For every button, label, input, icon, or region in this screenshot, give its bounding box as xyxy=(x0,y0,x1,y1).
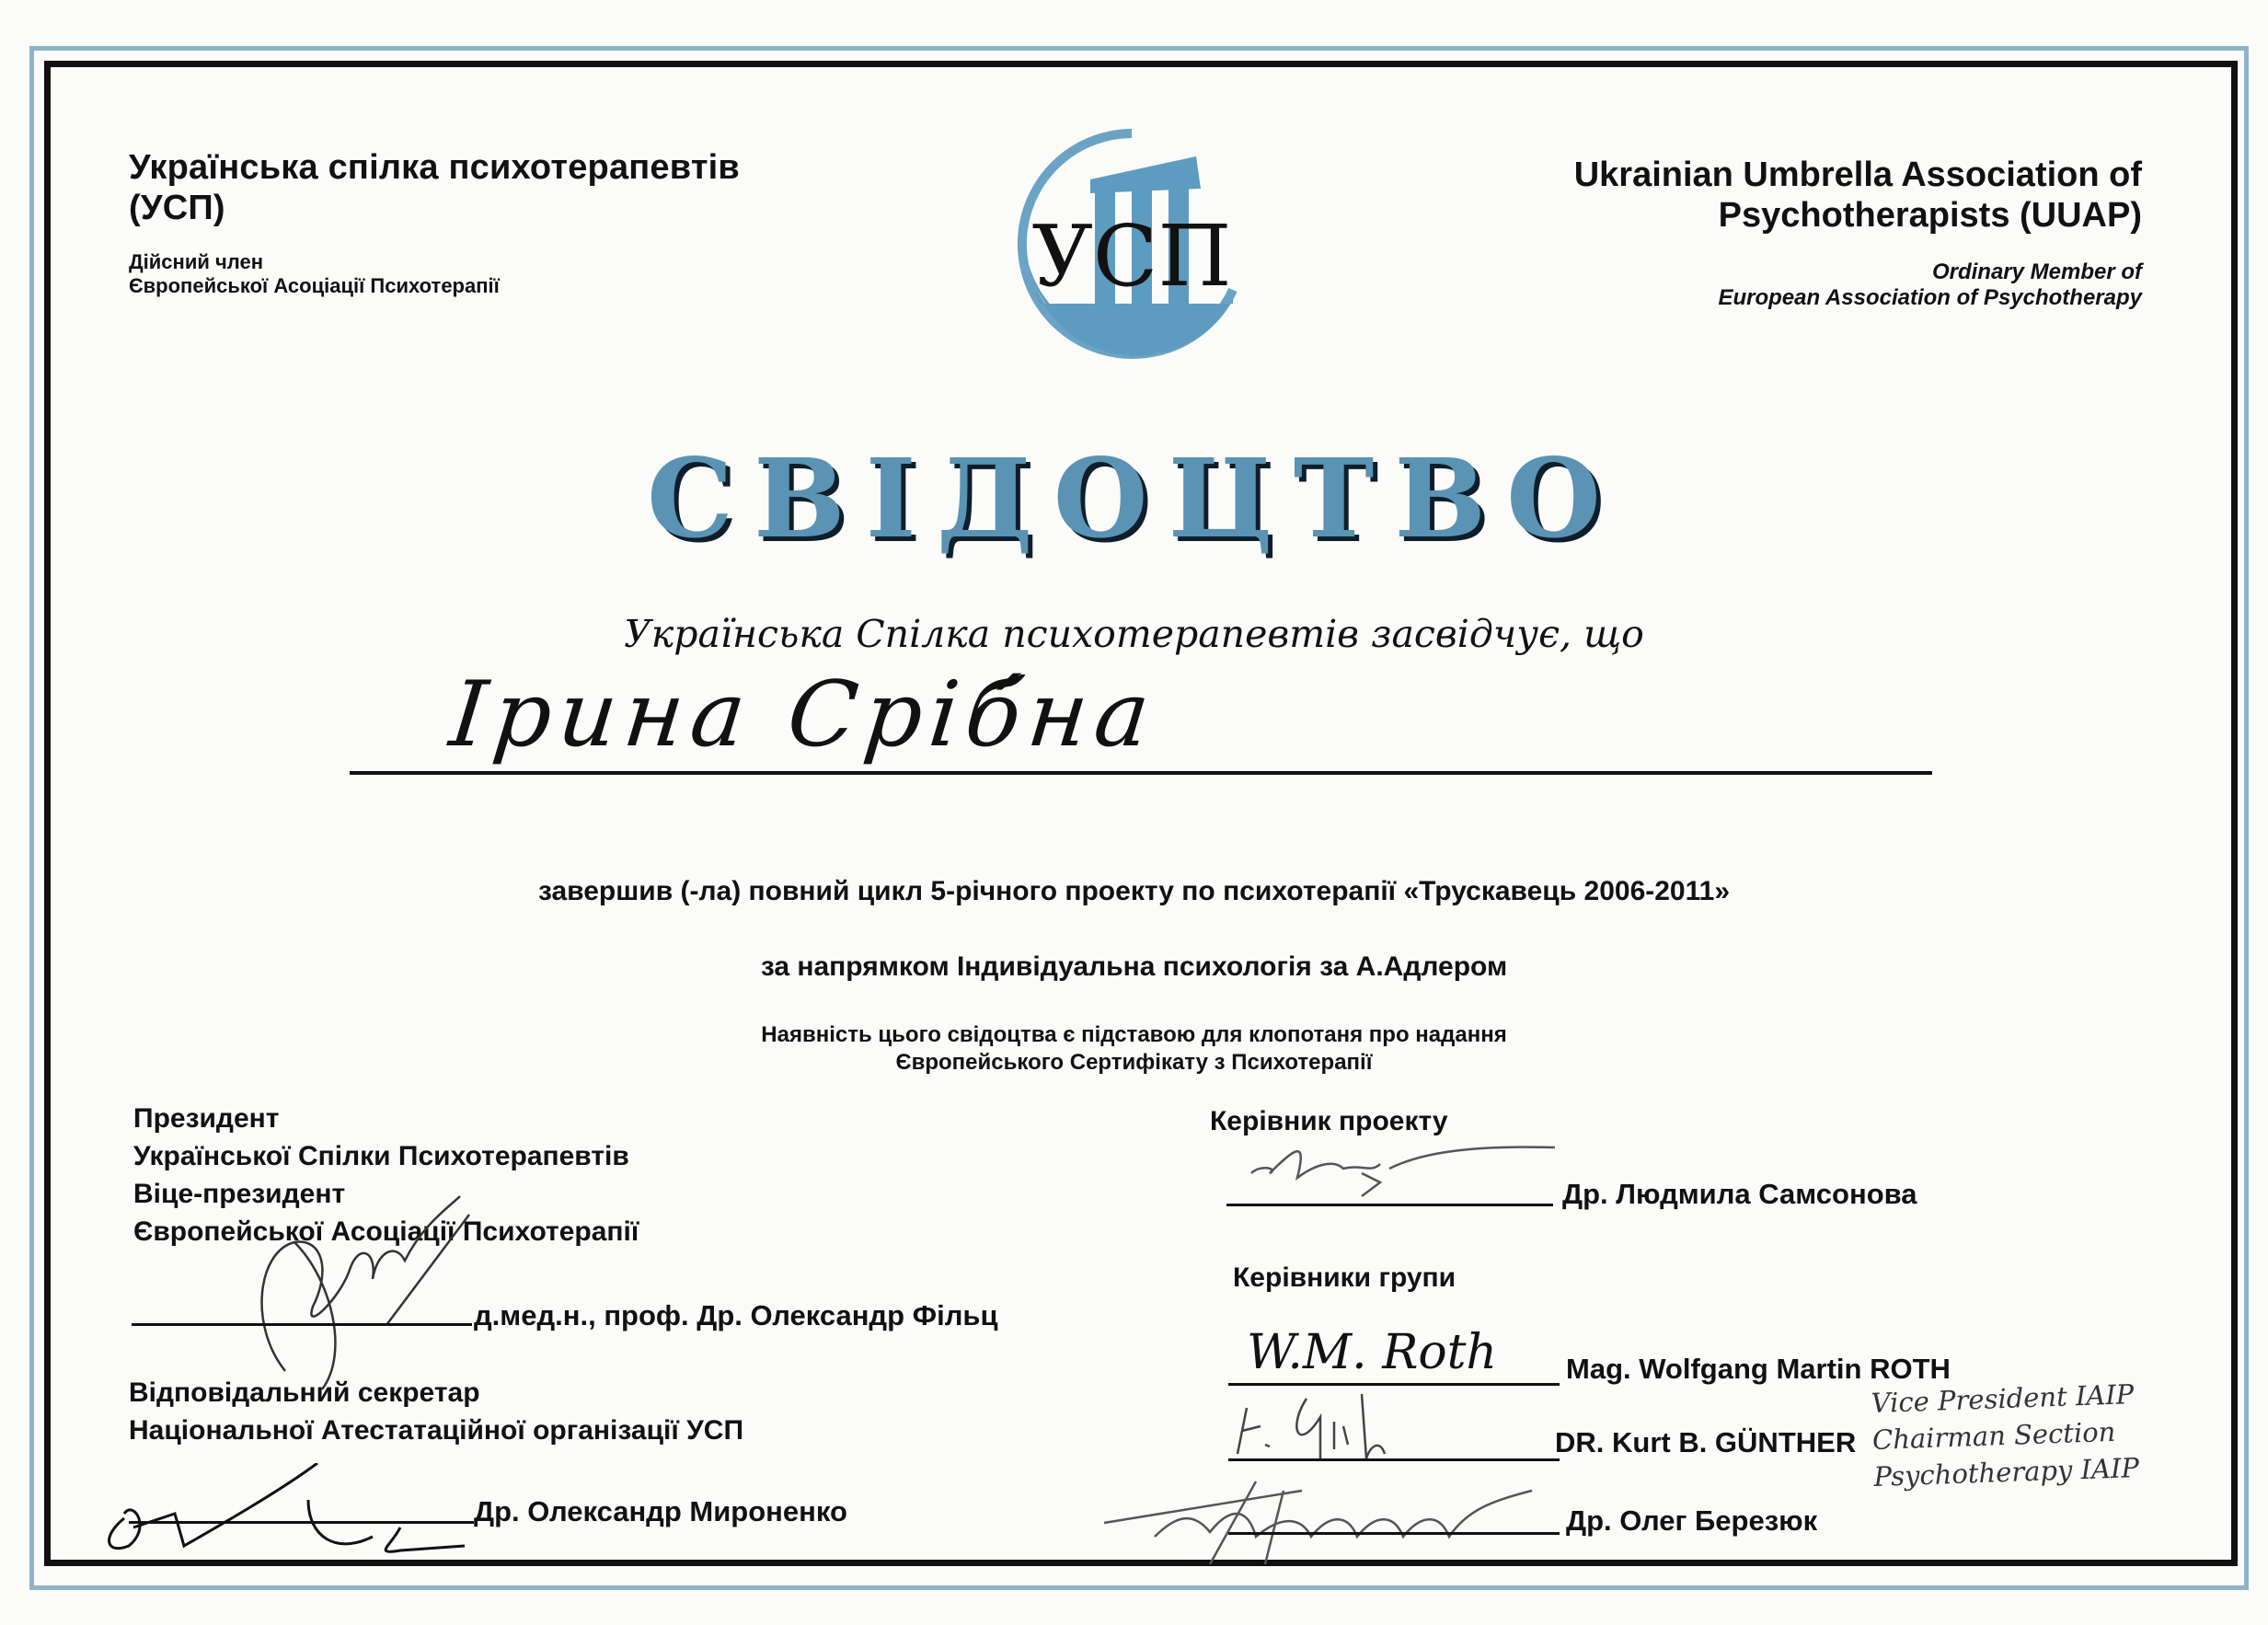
org-name-en-line1: Ukrainian Umbrella Association of xyxy=(1573,156,2142,194)
project-lead-signature xyxy=(1242,1136,1592,1210)
secretary-title-line: Національної Атестатаційної організації УСП xyxy=(129,1415,744,1446)
bereziuk-name: Др. Олег Березюк xyxy=(1566,1504,1818,1537)
direction-statement: за напрямком Індивідуальна психологія за А.Адлером xyxy=(760,951,1508,982)
org-name-english xyxy=(1574,155,2142,236)
secretary-signature-line xyxy=(129,1521,474,1524)
project-lead-title: Керівник проекту xyxy=(1210,1106,1448,1136)
handwritten-note-iaip xyxy=(1871,1376,2140,1495)
note-line: Vice President IAIP xyxy=(1871,1378,2135,1420)
note-line: Psychotherapy IAIP xyxy=(1872,1451,2140,1493)
membership-english xyxy=(1718,259,2142,311)
secretary-title xyxy=(129,1374,743,1449)
certificate-note xyxy=(0,1021,2268,1077)
roth-name: Mag. Wolfgang Martin ROTH xyxy=(1566,1353,1951,1385)
gunther-signature-line xyxy=(1228,1458,1560,1461)
uuap-logo-columns-icon xyxy=(1003,115,1261,363)
president-title-line: Президент xyxy=(133,1103,280,1134)
membership-line1: Дійсний член xyxy=(129,250,263,273)
secretary-name: Др. Олександр Мироненко xyxy=(474,1495,847,1527)
president-title-line: Європейської Асоціації Психотерапії xyxy=(133,1216,639,1247)
membership-ukrainian xyxy=(129,250,500,298)
note-line1: Наявність цього свідоцтва є підставою для клопотаня про надання xyxy=(761,1022,1507,1047)
secretary-title-line: Відповідальний секретар xyxy=(129,1377,480,1408)
org-name-en-line2: Psychotherapists (UUAP) xyxy=(1718,196,2142,235)
membership-en-line2: European Association of Psychotherapy xyxy=(1718,285,2142,310)
president-signature-line xyxy=(132,1323,472,1326)
president-signature xyxy=(239,1187,488,1399)
roth-signature: W.M. Roth xyxy=(1247,1325,1498,1380)
recipient-name-handwritten: Ірина Сріб́на xyxy=(445,663,1162,767)
certifies-statement: Українська Спілка психотерапевтів засвідчує, що xyxy=(624,612,1644,656)
president-title-line: Віце-президент xyxy=(133,1179,346,1209)
project-lead-name: Др. Людмила Самсонова xyxy=(1562,1178,1917,1210)
org-name-ukrainian xyxy=(129,147,740,228)
completion-statement: завершив (-ла) повний цикл 5-річного проекту по психотерапії «Трускавець 2006-2011» xyxy=(537,876,1731,906)
certificate-title: СВІДОЦТВО xyxy=(647,434,1621,562)
org-name-line2: (УСП) xyxy=(129,189,225,227)
roth-signature-line xyxy=(1228,1383,1560,1386)
president-name: д.мед.н., проф. Др. Олександр Фільц xyxy=(474,1299,998,1331)
note-line2: Європейського Сертифікату з Психотерапії xyxy=(895,1050,1373,1075)
project-lead-signature-line xyxy=(1226,1204,1553,1206)
recipient-name-underline xyxy=(350,771,1932,775)
gunther-signature xyxy=(1233,1389,1454,1463)
membership-line2: Європейської Асоціації Психотерапії xyxy=(129,274,500,297)
gunther-name: DR. Kurt B. GÜNTHER xyxy=(1555,1426,1857,1458)
org-name-line1: Українська спілка психотерапевтів xyxy=(129,148,740,187)
svg-text:УСП: УСП xyxy=(1031,207,1232,305)
bereziuk-signature xyxy=(1099,1472,1578,1573)
president-title-line: Української Спілки Психотерапевтів xyxy=(133,1141,629,1171)
note-line: Chairman Section xyxy=(1871,1415,2116,1457)
group-leads-title: Керівники групи xyxy=(1233,1262,1456,1293)
secretary-signature xyxy=(97,1463,483,1564)
bereziuk-signature-line xyxy=(1228,1532,1560,1535)
membership-en-line1: Ordinary Member of xyxy=(1931,259,2142,284)
